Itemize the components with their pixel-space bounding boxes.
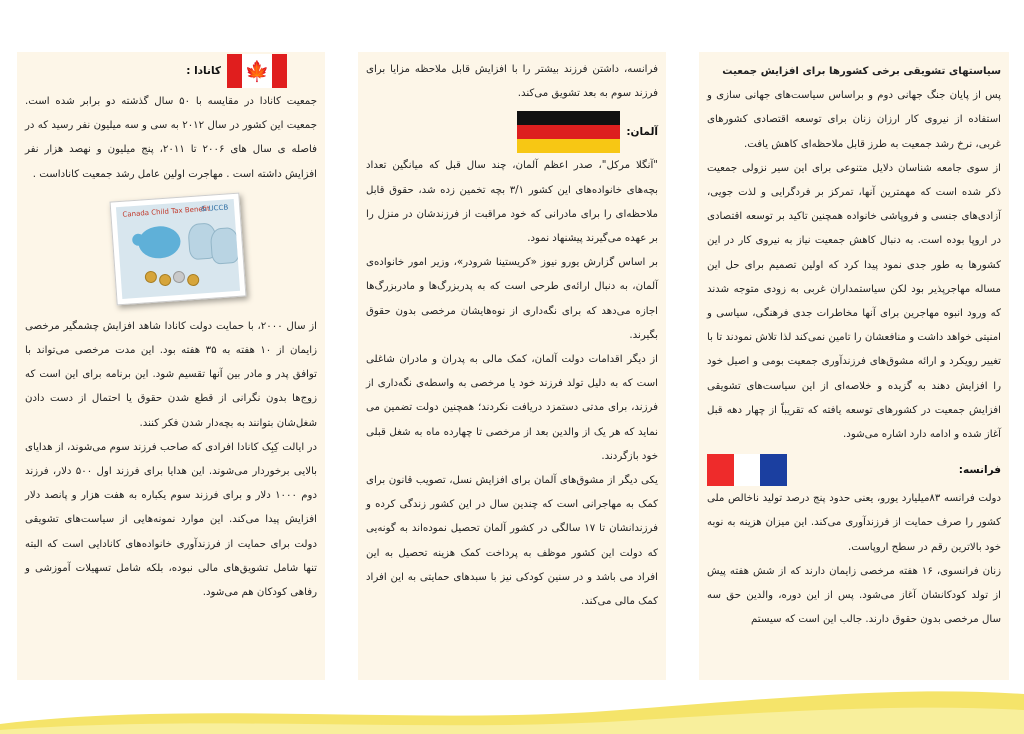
- piggy-bank-icon: [137, 225, 181, 260]
- germany-heading: [366, 110, 658, 154]
- left-column: [17, 52, 325, 680]
- coin-icon: [144, 270, 157, 283]
- intro-paragraph: پس از پایان جنگ جهانی دوم و براساس سیاست‌های جهانی سازی و استفاده از نیروی کار ارزان زنان برای توسعه اقتصادی کشورهای غربی، نرخ رشد جمعیت به طرز قابل ملاحظه‌ای کاهش یافت.: [707, 90, 1001, 150]
- germany-immigrants-paragraph: یکی دیگر از مشوق‌های آلمان برای افزایش نسل، تصویب قانون برای کمک به مهاجرانی است که چندین سال در این کشور زندگی کرده و فرزندانشان تا ۱۷ سالگی در کشور آلمان تحصیل نموده‌اند به گونه‌یی که دولت این کشور موظف به پرداخت کمک هزینه تحصیل به این افراد می باشد و در سنین کودکی نیز با سبدهای حمایتی به این افراد کمک مالی می‌کند.: [366, 475, 658, 608]
- photo-area: [25, 187, 317, 315]
- reasons-paragraph: از سوی جامعه شناسان دلایل متنوعی برای این سیر نزولی جمعیت ذکر شده است که مهمترین آنها، تمرکز بر فردگرایی و لذت جویی، آزادی‌های جنسی و فروپاشی خانواده همچنین تاکید بر توسعه اقتصادی در اروپا بوده است. به دنبال کاهش جمعیت نیاز به نیروی کار در این کشورها به طور جدی نمود پیدا کرد که اولین تصمیم برای حل این مساله مهاجرپذیر بود لکن سیاستمداران غربی به زودی متوجه شدند که ورود انبوه مهاجرین برای آنها مخاطرات جدی فرهنگی، سیاسی و امنیتی خواهد داشت و منافعشان را تامین نمی‌کند لذا تلاش نمودند تا با تغییر رویکرد و ارائه مشوق‌های فرزندآوری جمعیت بومی و اصیل خود را افزایش دهند به گزیده و خلاصه‌ای از این سیاست‌های تشویقی افزایش جمعیت در کشورهای توسعه یافته که تقریباً از چهار دهه قبل آغاز شده و ادامه دارد اشاره می‌شود.: [707, 162, 1001, 441]
- baby-shoe-icon: [210, 227, 240, 265]
- germany-flag-icon: [517, 111, 620, 153]
- euronews-paragraph: بر اساس گزارش یورو نیوز «کریستینا شرودر»، وزیر امور خانواده‌ی آلمان، به دنبال ارائه‌ی طرحی است که به پدربزرگ‌ها و مادربزرگ‌ها اجازه می‌دهد که برای نگه‌داری از نوه‌هایشان مرخصی بدون حقوق بگیرند.: [366, 257, 658, 341]
- france-budget-paragraph: دولت فرانسه ۸۳میلیارد یورو، یعنی حدود پنج درصد تولید ناخالص ملی کشور را صرف حمایت از فرزندآوری می‌کند. این میزان هزینه به نوبه خود بالاترین رقم در سطح اروپاست.: [707, 493, 1002, 553]
- page-title: سیاستهای تشویقی برخی کشورها برای افزایش جمعیت: [722, 66, 1001, 77]
- photo-caption-left: Canada Child Tax Benefit: [122, 204, 211, 219]
- merkel-paragraph: "آنگلا مرکل"، صدر اعظم آلمان، چند سال قبل که میانگین تعداد بچه‌های خانواده‌های این کشور ۳/۱ بچه تخمین زده شد، حقوق قابل ملاحظه‌ای را برای مادرانی که خود مراقبت از فرزندشان در منزل را بر عهده می‌گیرند پیشنهاد نمود.: [366, 160, 658, 245]
- canada-label: کانادا :: [186, 65, 221, 77]
- right-column: [699, 52, 1009, 680]
- france-leave-paragraph: زنان فرانسوی، ۱۶ هفته مرخصی زایمان دارند که از شش هفته پیش از تولد کودکانشان آغاز می‌شود. پس از این دوره، والدین حق سه سال مرخصی بدون حقوق دارند. جالب این است که سیستم: [707, 565, 1002, 626]
- coin-icon: [159, 273, 172, 286]
- middle-column: [358, 52, 666, 680]
- photo-caption-right: & UCCB: [200, 203, 229, 214]
- canada-leave-paragraph: از سال ۲۰۰۰، با حمایت دولت کانادا شاهد افزایش چشمگیر مرخصی زایمان از ۱۰ هفته به ۳۵ هفته بود. این مدت مرخصی می‌تواند با توافق پدر و مادر بین آنها تقسیم شود. این برنامه برای این است که زوج‌ها بدون نگرانی از قطع شدن حقوق یا احتمال از دست دادن شغل‌شان بتوانند به بچه‌دار شدن فکر کنند.: [25, 320, 318, 429]
- coin-icon: [173, 270, 186, 283]
- bottom-wave-decoration: [0, 680, 1024, 734]
- coin-icon: [187, 273, 200, 286]
- france-flag-icon: [707, 454, 787, 486]
- quebec-paragraph: در ایالت کِبِک کانادا افرادی که صاحب فرزند سوم می‌شوند، از هدایای بالایی برخوردار می‌شوند. این هدایا برای فرزند اول ۵۰۰ دلار، فرزند دوم ۱۰۰۰ دلار و برای فرزند سوم یکباره به هفت هزار و پانصد دلار افزایش پیدا می‌کند. این موارد نمونه‌هایی از سیاست‌های تشویقی دولت برای حمایت از فرزندآوری خانواده‌های کانادایی است که البته تنها شامل تشویق‌های مالی نبوده، بلکه شامل تسهیلات آموزشی و رفاهی کودکان هم می‌شود.: [25, 441, 318, 599]
- canada-population-paragraph: جمعیت کانادا در مقایسه با ۵۰ سال گذشته دو برابر شده است. جمعیت این کشور در سال ۲۰۱۲ به سی و سه میلیون نفر رسید که در فاصله ی سال های ۲۰۰۶ تا ۲۰۱۱، پنج میلیون و نهصد هزار نفر افزایش داشته است . مهاجرت اولین عامل رشد جمعیت کاناداست .: [25, 96, 317, 180]
- canada-flag-icon: 🍁: [227, 54, 287, 88]
- germany-label: آلمان:: [626, 126, 658, 139]
- germany-support-paragraph: از دیگر اقدامات دولت آلمان، کمک مالی به پدران و مادران شاغلی است که به دلیل تولد فرزند خود یا مرخصی به واسطه‌ی نگه‌داری از فرزند، برای مدتی دستمزد دریافت نکردند؛ همچنین دولت تضمین می نماید که هر یک از والدین بعد از مرخصی تا چهارده ماه به شغل قبلی خود بازگردند.: [366, 354, 658, 462]
- canada-heading: [25, 52, 317, 90]
- france-label: فرانسه:: [958, 464, 1001, 477]
- france-heading: [707, 453, 1001, 487]
- child-benefit-photo: [110, 192, 247, 305]
- france-continued-paragraph: فرانسه، داشتن فرزند بیشتر را با افزایش قابل ملاحظه مزایا برای فرزند سوم به بعد تشویق می‌کند.: [366, 64, 658, 100]
